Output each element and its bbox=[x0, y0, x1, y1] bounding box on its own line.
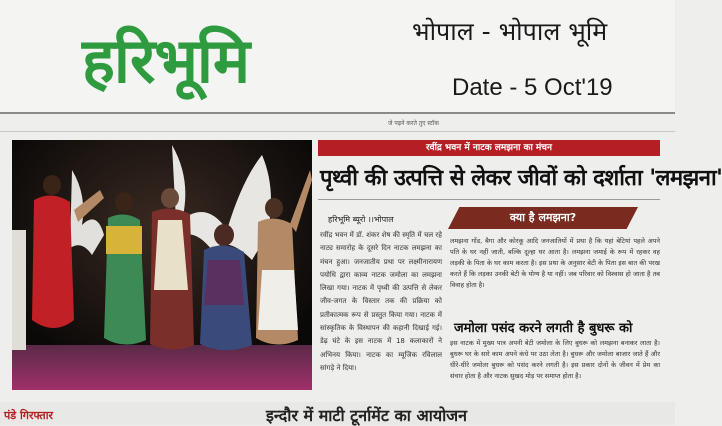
article-body: रवींद्र भवन में डॉ. शंकर शेष की स्मृति में चल रहे नाट्य समारोह के दूसरे दिन नाटक लमझना का मंचन हुआ। जनजातीय प्रथा पर लक्ष्मीनारायण पयोधि द्वारा काव्य नाटक जमोला का लमझना लिखा गया। नाटक में पृथ्वी की उत्पत्ति से लेकर जीव-जगत के विस्तार तक की प्रक्रिया को प्रतीकात्मक रूप से प्रस्तुत किया गया। नाटक में सांस्कृतिक के विस्थापन की कहानी दिखाई गई। डेढ़ घंटे के इस नाटक में 18 कलाकारों ने अभिनय किया। नाटक का म्यूजिक रविलाल सांगड़े ने दिया। bbox=[320, 231, 442, 372]
article-headline: पृथ्वी की उत्पत्ति से लेकर जीवों को दर्शाता 'लमझना' bbox=[320, 166, 722, 191]
bottom-headline: इन्दौर में माटी टूर्नामेंट का आयोजन bbox=[266, 406, 468, 425]
clip-divider bbox=[0, 131, 675, 132]
sidebar-title: क्या है लमझना? bbox=[509, 211, 577, 224]
article-byline: हरिभूमि ब्यूरो ।।भोपाल bbox=[328, 215, 394, 224]
page-header-snippet: जे पढ़ने करते तुए स्टॉक bbox=[388, 120, 439, 127]
headline-divider bbox=[318, 199, 660, 200]
sidebar-body-2: इस नाटक में मुख्य पात्र अपनी बेटी जमोला के लिए बुधरू को लमझना बनाकर लाता है। बुधरू घर के सारे काम अपने कंधे पर उठा लेता है। बुधरू और जमोला बाजार जाते हैं और धीरे-धीरे जमोला बुधरू को पसंद करने लगती है। इस प्रकार दोनों के जीवन में प्रेम का संचार होता है और नाटक सुखद मोड़ पर समाप्त होता है। bbox=[450, 339, 660, 380]
stage-photo bbox=[12, 140, 312, 390]
stage-performance-image bbox=[12, 140, 312, 390]
date-label: Date - 5 Oct'19 bbox=[452, 74, 613, 101]
newspaper-logo: हरिभूमि bbox=[82, 24, 250, 97]
bottom-left-headline: पंडे गिरफ्तार bbox=[4, 409, 54, 422]
article-kicker: रवींद्र भवन में नाटक लमझना का मंचन bbox=[425, 143, 553, 153]
sidebar-body: लमझना गोंड, बैगा और कोरकू आदि जनजातियों में प्रथा है कि यहां बेटियां पहले अपने पति के घर नहीं जाती, बल्कि दूल्हा घर आता है। लमझना जमाई के रूप में रहकर वह लड़की के पिता के घर काम करता है। इस प्रथा के अनुसार बेटी के पिता इस बात की परख करते हैं कि लड़का उनकी बेटी के योग्य है या नहीं। जब परिवार को विश्वास हो जाता है तब विवाह होता है। bbox=[450, 237, 660, 289]
edition-label: भोपाल - भोपाल भूमि bbox=[412, 17, 608, 46]
sidebar-subheading: जमोला पसंद करने लगती है बुधरू को bbox=[454, 321, 633, 336]
header-divider bbox=[0, 112, 675, 114]
